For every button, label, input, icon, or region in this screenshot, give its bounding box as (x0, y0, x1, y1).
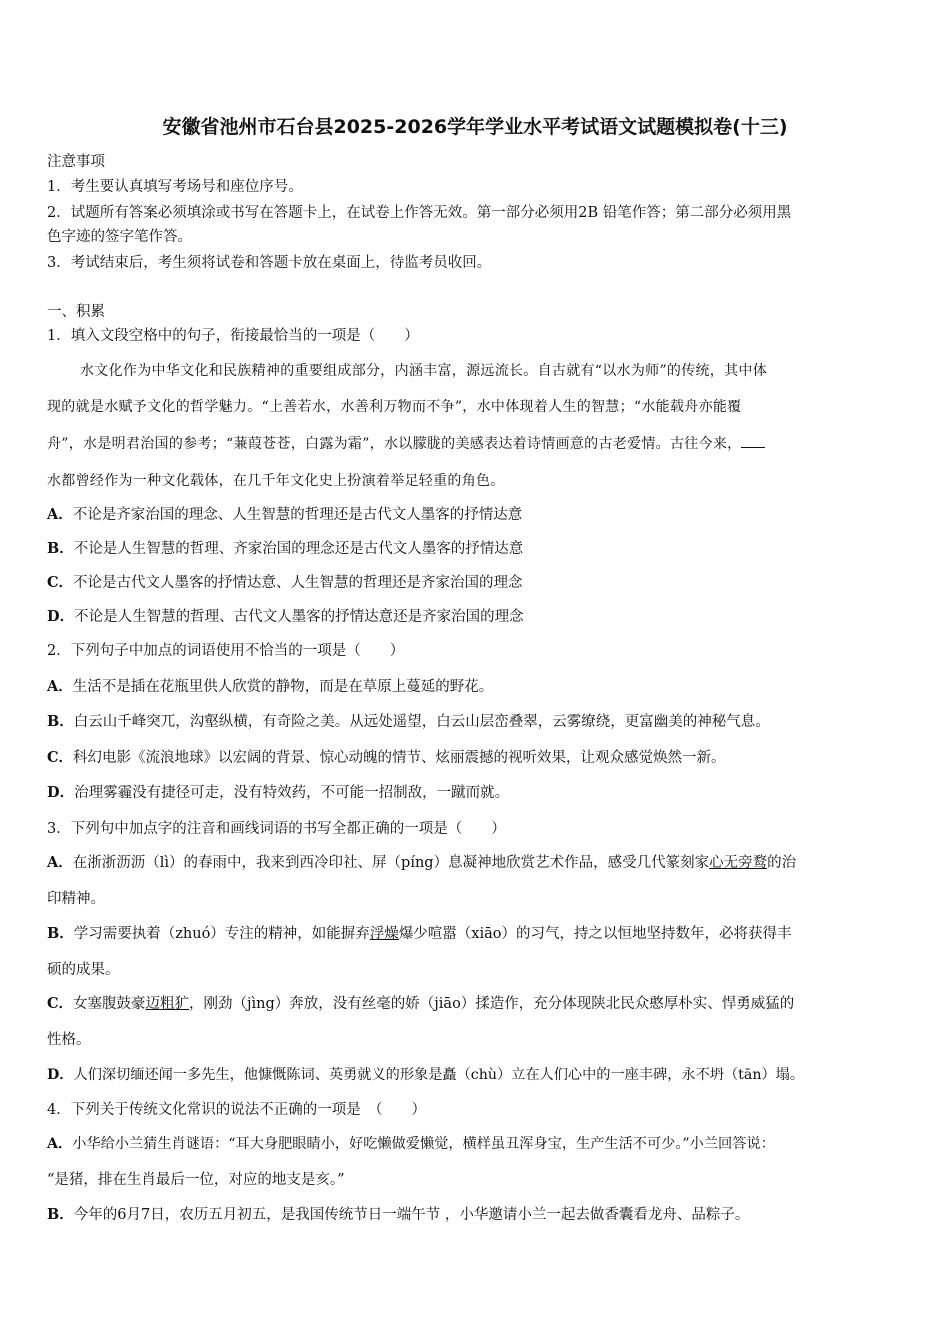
notice-item-2-cont: 色字迹的签字笔作答。 (47, 229, 192, 245)
q2-option-a (47, 677, 493, 697)
notice-item-3: 3．考试结束后，考生须将试卷和答题卡放在桌面上，待监考员收回。 (47, 255, 492, 271)
option-text: 不论是人生智慧的哲理、古代文人墨客的抒情达意还是齐家治国的理念 (74, 609, 524, 625)
notice-item-2: 2．试题所有答案必须填涂或书写在答题卡上，在试卷上作答无效。第一部分必须用2B 铅笔作答；第二部分必须用黑 (47, 205, 792, 221)
q3-option-a (47, 853, 796, 873)
option-text: 女塞腹鼓豪 (73, 996, 146, 1012)
option-text: 爆少喧嚣（xiāo）的习气，持之以恒地坚持数年，必将获得丰 (398, 926, 792, 942)
option-text: 小华给小兰猜生肖谜语：“耳大身肥眼睛小，好吃懒做爱懒觉，横样虽丑浑身宝，生产生活不可少。”小兰回答说： (72, 1136, 775, 1152)
option-letter: D． (47, 784, 75, 801)
q3-option-a-cont: 印精神。 (47, 891, 105, 907)
q4-option-a-cont: “是猪，排在生肖最后一位，对应的地支是亥。” (47, 1172, 345, 1188)
q1-passage-line-4: 水都曾经作为一种文化载体，在几千年文化史上扮演着举足轻重的角色。 (47, 473, 505, 489)
q1-blank (741, 435, 765, 448)
q1-option-d (47, 607, 524, 627)
section-heading: 一、积累 (47, 304, 105, 320)
option-text: 科幻电影《流浪地球》以宏阔的背景、惊心动魄的情节、炫丽震撼的视听效果，让观众感觉焕然一新。 (73, 750, 726, 766)
q4-stem: 4．下列关于传统文化常识的说法不正确的一项是 （ ） (47, 1102, 426, 1118)
q2-option-c (47, 748, 726, 768)
q3-option-c (47, 994, 794, 1014)
option-text: 生活不是插在花瓶里供人欣赏的静物，而是在草原上蔓延的野花。 (72, 679, 494, 695)
option-letter: C． (47, 995, 74, 1012)
notice-heading: 注意事项 (47, 154, 105, 170)
option-letter: C． (47, 749, 74, 766)
option-text: 的治 (767, 855, 797, 871)
q3-option-b (47, 924, 792, 944)
option-text: 学习需要执着（zhuó）专注的精神，如能摒弃 (73, 926, 370, 942)
q3-option-b-cont: 硕的成果。 (47, 962, 120, 978)
option-letter: B． (47, 540, 74, 557)
q3-option-d (47, 1065, 804, 1085)
option-text: 白云山千峰突兀，沟壑纵横，有奇险之美。从远处遥望，白云山层峦叠翠，云雾缭绕，更富幽美的神秘气息。 (73, 714, 770, 730)
option-letter: C． (47, 574, 74, 591)
q2-stem: 2．下列句子中加点的词语使用不恰当的一项是（ ） (47, 643, 405, 659)
option-letter: A． (47, 854, 73, 871)
option-text: 人们深切缅还闻一多先生，他慷慨陈词、英勇就义的形象是矗（chù）立在人们心中的一座丰碑，永不坍（tān）塌。 (73, 1067, 805, 1083)
option-text: 今年的6月7日，农历五月初五，是我国传统节日一端午节 ，小华邀请小兰一起去做香囊看龙舟、品粽子。 (73, 1207, 750, 1223)
q1-passage-line-1: 水文化作为中华文化和民族精神的重要组成部分，内涵丰富，源远流长。自古就有“以水为师”的传统，其中体 (80, 363, 768, 379)
q1-passage-line-2: 现的就是水赋予文化的哲学魅力。“上善若水，水善利万物而不争”，水中体现着人生的智慧；“水能载舟亦能覆 (47, 399, 742, 415)
option-text: 在浙浙沥沥（lì）的春雨中，我来到西冷印社、屏（píng）息凝神地欣赏艺术作品，感受几代篆刻家 (72, 855, 710, 871)
exam-title: 安徽省池州市石台县2025-2026学年学业水平考试语文试题模拟卷(十三) (162, 116, 788, 138)
option-letter: B． (47, 925, 74, 942)
option-letter: B． (47, 713, 74, 730)
underlined-word: 浮燥 (369, 926, 399, 942)
option-letter: A． (47, 1136, 73, 1152)
option-letter: A． (47, 506, 73, 523)
option-text: 不论是齐家治国的理念、人生智慧的哲理还是古代文人墨客的抒情达意 (72, 507, 523, 523)
underlined-word: 迈粗犷 (145, 996, 190, 1012)
option-text: 不论是人生智慧的哲理、齐家治国的理念还是古代文人墨客的抒情达意 (73, 541, 524, 557)
option-letter: D． (47, 608, 75, 625)
option-text: 治理雾霾没有捷径可走，没有特效药，不可能一招制敌，一蹴而就。 (74, 785, 510, 801)
q1-option-b (47, 539, 523, 559)
option-letter: A． (47, 678, 73, 695)
q1-stem: 1．填入文段空格中的句子，衔接最恰当的一项是（ ） (47, 328, 419, 344)
option-letter: B． (47, 1206, 74, 1223)
underlined-word: 心无旁鹜 (709, 855, 768, 871)
q3-stem: 3．下列句中加点字的注音和画线词语的书写全都正确的一项是（ ） (47, 821, 506, 837)
q4-option-b (47, 1205, 749, 1225)
q1-option-a (47, 505, 522, 525)
option-text: 不论是古代文人墨客的抒情达意、人生智慧的哲理还是齐家治国的理念 (73, 575, 523, 591)
q1-option-c (47, 573, 523, 593)
q3-option-c-cont: 性格。 (47, 1032, 91, 1048)
q4-option-a (47, 1134, 775, 1154)
option-letter: D． (47, 1067, 74, 1083)
notice-item-1: 1．考生要认真填写考场号和座位序号。 (47, 179, 303, 195)
q1-passage-line-3 (47, 434, 765, 454)
option-text: ，刚劲（jìng）奔放，没有丝毫的娇（jiāo）揉造作，充分体现陕北民众憨厚朴实、悍勇威猛的 (189, 996, 795, 1012)
q2-option-b (47, 712, 770, 732)
q2-option-d (47, 783, 509, 803)
q1-passage-text: 舟”，水是明君治国的参考；“蒹葭苍苍，白露为霜”，水以朦胧的美感表达着诗情画意的古老爱情。古往今来， (47, 436, 742, 452)
